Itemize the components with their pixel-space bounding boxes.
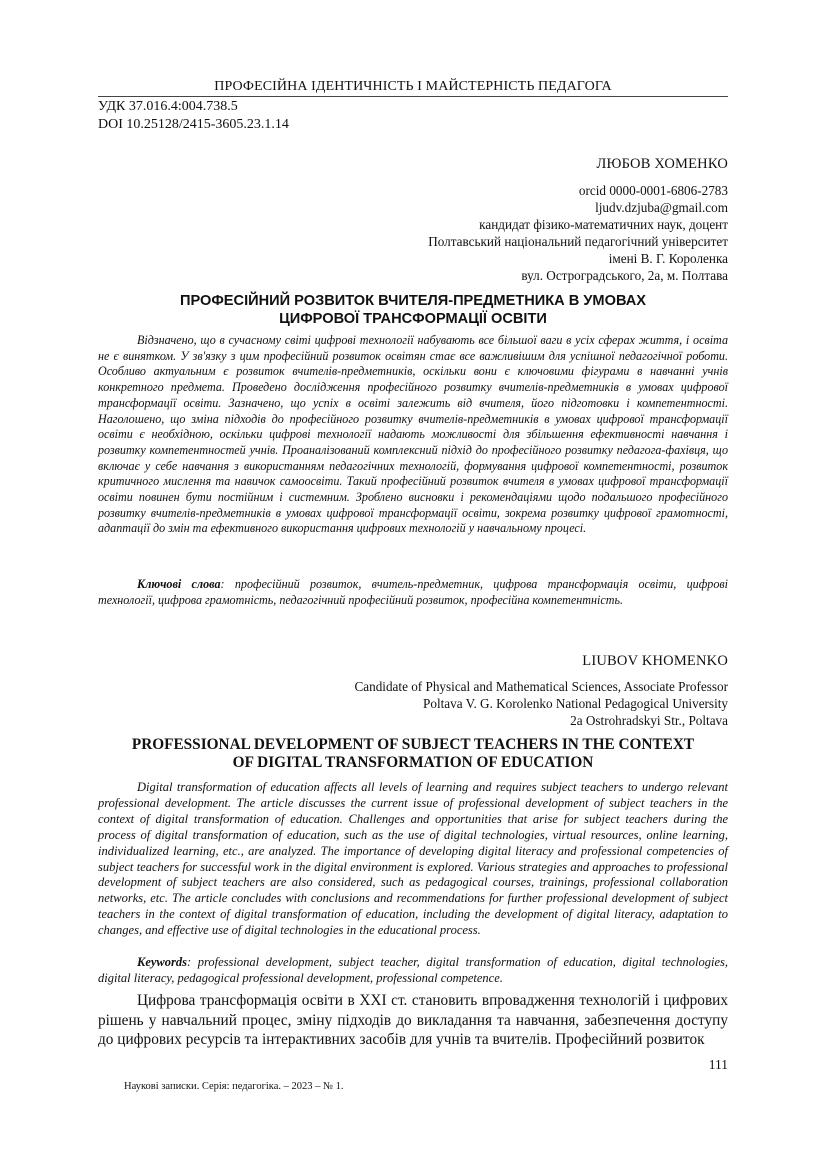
ua-author-orcid[interactable]: orcid 0000-0001-6806-2783 xyxy=(578,183,728,198)
article-meta xyxy=(98,98,289,134)
en-keywords xyxy=(98,955,728,987)
body-paragraph: Цифрова трансформація освіти в XXI ст. становить впровадження технологій і цифрових рішень у навчальний процес, зміну підходів до викладання та навчання, забезпечення доступу до цифрових ресурсів та інтерактивних засобів для учнів та вчителів. Професійний розвиток xyxy=(98,992,728,1049)
en-keywords-label: Keywords xyxy=(137,955,187,969)
ua-author-email[interactable]: ljudv.dzjuba@gmail.com xyxy=(595,200,728,215)
en-author-affiliation: Poltava V. G. Korolenko National Pedagogical University xyxy=(423,696,728,711)
ua-title-line-1: ПРОФЕСІЙНИЙ РОЗВИТОК ВЧИТЕЛЯ-ПРЕДМЕТНИКА В УМОВАХ xyxy=(179,293,647,309)
ua-article-title xyxy=(98,292,728,328)
en-title-line-2: OF DIGITAL TRANSFORMATION OF EDUCATION xyxy=(232,754,594,771)
en-author-degree: Candidate of Physical and Mathematical Sciences, Associate Professor xyxy=(354,679,728,694)
ua-author-name: ЛЮБОВ ХОМЕНКО xyxy=(596,156,728,172)
en-author-address: 2a Ostrohradskyi Str., Poltava xyxy=(570,713,728,728)
ua-author-affiliation: Полтавський національний педагогічний університет xyxy=(428,234,728,249)
ua-author-address: вул. Остроградського, 2а, м. Полтава xyxy=(521,268,728,283)
journal-footer: Наукові записки. Серія: педагогіка. – 2023 – № 1. xyxy=(124,1081,344,1092)
ua-author-affiliation-2: імені В. Г. Короленка xyxy=(608,251,728,266)
en-title-line-1: PROFESSIONAL DEVELOPMENT OF SUBJECT TEACHERS IN THE CONTEXT xyxy=(131,736,695,753)
ua-keywords-label: Ключові слова xyxy=(137,577,221,591)
en-author-block xyxy=(98,653,728,729)
ua-author-block xyxy=(98,156,728,284)
en-abstract: Digital transformation of education affects all levels of learning and requires subject teachers to undergo relevant professional development. The article discusses the current issue of professional development of subject teachers in the context of digital transformation of education. Challenges and opportunities that arise for subject teachers during the process of digital transformation of education, such as the use of digital technologies, virtual resources, online learning, individualized learning, etc., are analyzed. The importance of developing digital literacy and professional competencies of subject teachers for successful work in the digital environment is explored. Various strategies and approaches to professional development of subject teachers are also considered, such as pedagogical courses, trainings, professional collaboration networks, etc. The article concludes with conclusions and recommendations for further professional development of subject teachers in the context of digital transformation of education, including the development of digital literacy, adaptation to changes, and effective use of digital technologies in the educational process. xyxy=(98,780,728,938)
udk-code: УДК 37.016.4:004.738.5 xyxy=(98,99,238,114)
en-author-name: LIUBOV KHOMENKO xyxy=(582,653,728,669)
running-head: ПРОФЕСІЙНА ІДЕНТИЧНІСТЬ І МАЙСТЕРНІСТЬ ПЕДАГОГА xyxy=(214,79,612,94)
ua-title-line-2: ЦИФРОВОЇ ТРАНСФОРМАЦІЇ ОСВІТИ xyxy=(279,311,547,327)
en-article-title xyxy=(98,736,728,772)
ua-keywords xyxy=(98,577,728,608)
ua-abstract: Відзначено, що в сучасному світі цифрові технології набувають все більшої ваги в усіх сферах життя, і освіта не є винятком. У зв'язку з цим професійний розвиток освітян стає все важливішим для успішної педагогічної роботи. Особливо актуальним є розвиток вчителів-предметників, оскільки вони є ключовими фігурами в навчанні учнів конкретного предмета. Проведено дослідження професійного розвитку вчителів-предметників в умовах цифрової трансформації освіти. Зазначено, що успіх в освіті залежить від вчителя, його підготовки і компетентності. Наголошено, що зміна підходів до професійного розвитку вчителів-предметників в умовах цифрової трансформації освіти є необхідною, оскільки цифрові технології надають можливості для збільшення ефективності навчання і розвитку компетентностей учнів. Проаналізований комплексний підхід до професійного розвитку педагога-фахівця, що включає у себе навчання з використанням педагогічних технологій, формування цифрової компетентності, розвиток критичного мислення та навичок самоосвіти. Такий професійний розвиток вчителя в умовах цифрової трансформації освіти повинен бути постійним і системним. Зроблено висновки і рекомендаціями щодо подальшого професійного розвитку вчителів-предметників в умовах цифрової трансформації освіти, зокрема розвитку цифрової грамотності, адаптації до змін та ефективного використання цифрових технологій у навчальному процесі. xyxy=(98,333,728,536)
ua-keywords-text: : професійний розвиток, вчитель-предметник, цифрова трансформація освіти, цифрові технології, цифрова грамотність, педагогічний професійний розвиток, професійна компетентність. xyxy=(98,577,729,607)
en-keywords-text: : professional development, subject teacher, digital transformation of education, digital technologies, digital literacy, pedagogical professional development, professional competence. xyxy=(98,955,728,985)
doi-link[interactable]: DOI 10.25128/2415-3605.23.1.14 xyxy=(98,117,289,132)
header-divider xyxy=(98,96,728,97)
ua-author-degree: кандидат фізико-математичних наук, доцент xyxy=(479,217,728,232)
page-number: 111 xyxy=(708,1057,728,1072)
